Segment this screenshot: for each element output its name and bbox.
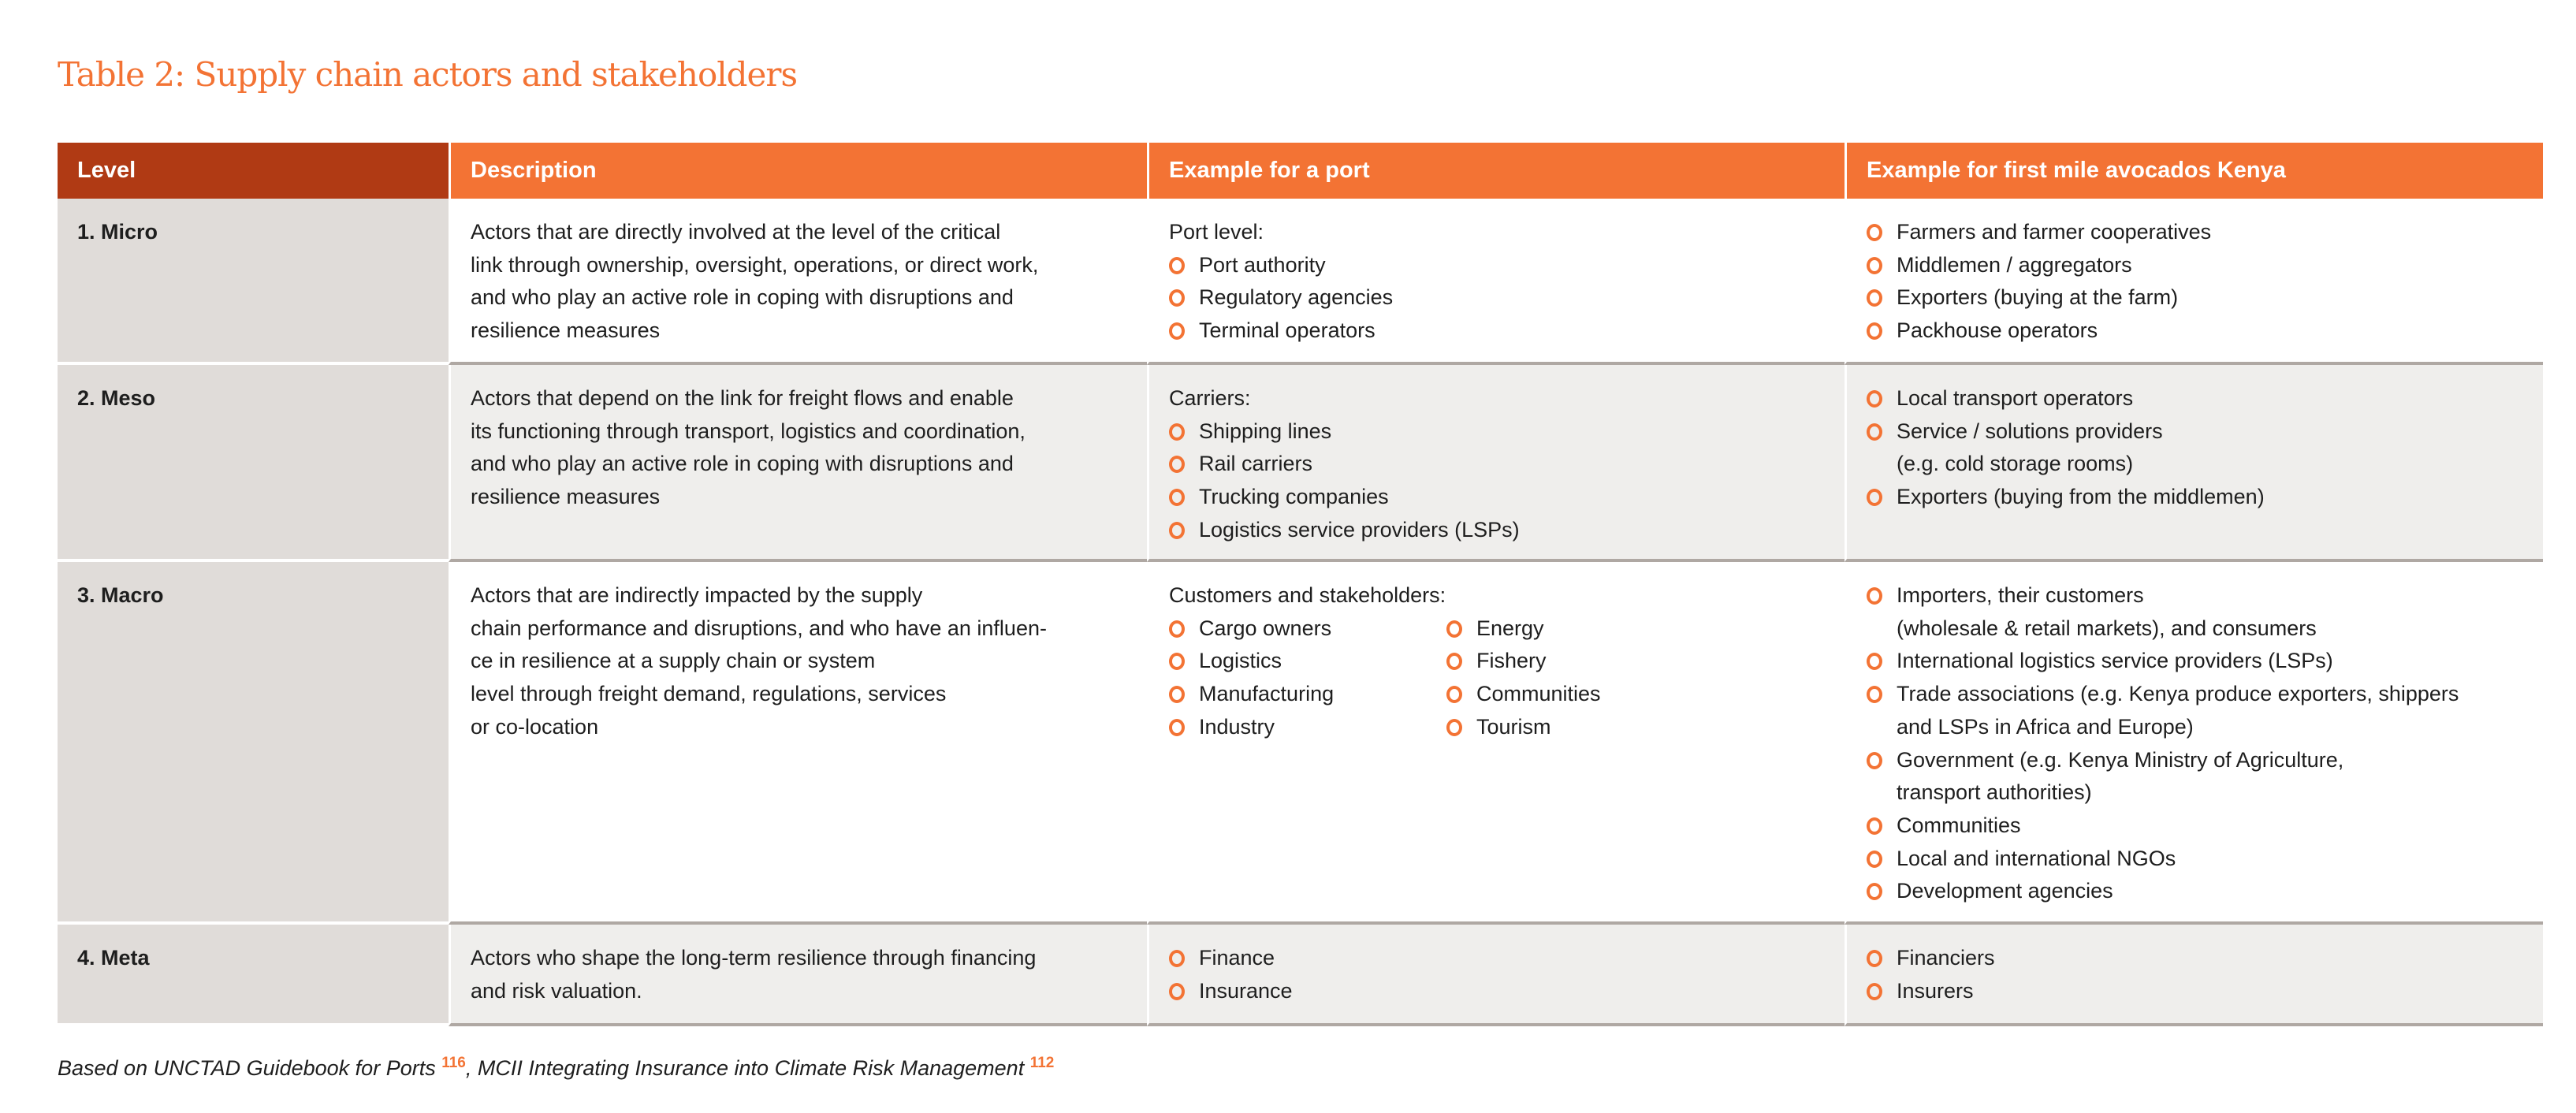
list-item: Local and international NGOs	[1867, 843, 2523, 876]
two-column-list	[1169, 612, 1825, 744]
description-cell: Actors who shape the long-term resilience through financing and risk valuation.	[449, 925, 1147, 1026]
list-item: Manufacturing	[1169, 678, 1446, 711]
level-cell: 1. Micro	[58, 199, 449, 365]
header-level: Level	[58, 143, 449, 199]
header-description: Description	[449, 143, 1147, 199]
list-item: Communities	[1867, 810, 2523, 843]
list-item: Industry	[1169, 711, 1446, 744]
list-item: Government (e.g. Kenya Ministry of Agriculture, transport authorities)	[1867, 744, 2523, 810]
avocado-example-cell	[1845, 365, 2543, 562]
level-cell: 2. Meso	[58, 365, 449, 562]
list-item: Financiers	[1867, 942, 2523, 975]
bullet-list	[1169, 612, 1446, 744]
header-port: Example for a port	[1147, 143, 1845, 199]
bullet-list	[1867, 216, 2523, 348]
port-example-cell	[1147, 925, 1845, 1026]
table-header-row	[58, 143, 2543, 199]
list-item: Development agencies	[1867, 875, 2523, 908]
list-item: Exporters (buying at the farm)	[1867, 281, 2523, 315]
list-item: Logistics	[1169, 645, 1446, 678]
port-intro: Customers and stakeholders:	[1169, 583, 1446, 607]
list-item: Logistics service providers (LSPs)	[1169, 514, 1825, 547]
list-item: Insurers	[1867, 975, 2523, 1008]
list-item: Regulatory agencies	[1169, 281, 1825, 315]
bullet-list	[1867, 942, 2523, 1007]
table-title: Table 2: Supply chain actors and stakeholders	[58, 55, 798, 94]
table-row	[58, 925, 2543, 1026]
level-cell: 4. Meta	[58, 925, 449, 1026]
list-item: Tourism	[1446, 711, 1724, 744]
port-example-cell	[1147, 365, 1845, 562]
list-item: Middlemen / aggregators	[1867, 249, 2523, 282]
bullet-list	[1446, 612, 1724, 744]
bullet-list	[1169, 942, 1825, 1007]
port-intro: Carriers:	[1169, 386, 1251, 410]
list-item: Communities	[1446, 678, 1724, 711]
list-item: Trade associations (e.g. Kenya produce exporters, shippers and LSPs in Africa and Europe)	[1867, 678, 2523, 743]
port-intro: Port level:	[1169, 220, 1264, 244]
table-row	[58, 562, 2543, 925]
list-item: Finance	[1169, 942, 1825, 975]
bullet-list	[1867, 382, 2523, 514]
bullet-list	[1169, 249, 1825, 348]
avocado-example-cell	[1845, 199, 2543, 365]
list-item: Cargo owners	[1169, 612, 1446, 646]
port-example-cell	[1147, 562, 1845, 925]
list-item: Rail carriers	[1169, 448, 1825, 481]
reference-112: 112	[1029, 1055, 1055, 1071]
list-item: Importers, their customers (wholesale & retail markets), and consumers	[1867, 579, 2523, 645]
description-cell: Actors that are directly involved at the level of the critical link through ownership, oversight, operations, or direct work, and who play an active role in coping with disruptions and resilience measures	[449, 199, 1147, 365]
level-cell: 3. Macro	[58, 562, 449, 925]
source-note	[58, 1055, 1054, 1081]
actors-table	[58, 143, 2543, 1026]
avocado-example-cell	[1845, 562, 2543, 925]
bullet-list	[1169, 415, 1825, 547]
list-item: Service / solutions providers (e.g. cold storage rooms)	[1867, 415, 2523, 481]
table-row	[58, 365, 2543, 562]
source-text: , MCII Integrating Insurance into Climate Risk Management	[465, 1056, 1030, 1080]
port-example-cell	[1147, 199, 1845, 365]
list-item: Energy	[1446, 612, 1724, 646]
list-item: Fishery	[1446, 645, 1724, 678]
description-cell: Actors that depend on the link for freight flows and enable its functioning through transport, logistics and coordination, and who play an active role in coping with disruptions and resilience measures	[449, 365, 1147, 562]
list-item: Local transport operators	[1867, 382, 2523, 415]
list-item: Insurance	[1169, 975, 1825, 1008]
list-item: Port authority	[1169, 249, 1825, 282]
list-item: International logistics service providers (LSPs)	[1867, 645, 2523, 678]
bullet-list	[1867, 579, 2523, 908]
list-item: Exporters (buying from the middlemen)	[1867, 481, 2523, 514]
list-item: Terminal operators	[1169, 315, 1825, 348]
description-cell: Actors that are indirectly impacted by the supply chain performance and disruptions, and who have an influen- ce in resilience at a supply chain or system level through freight demand, regulations, services or co-location	[449, 562, 1147, 925]
reference-116: 116	[441, 1055, 466, 1071]
header-avocado: Example for first mile avocados Kenya	[1845, 143, 2543, 199]
list-item: Shipping lines	[1169, 415, 1825, 449]
list-item: Farmers and farmer cooperatives	[1867, 216, 2523, 249]
source-text: Based on UNCTAD Guidebook for Ports	[58, 1056, 442, 1080]
avocado-example-cell	[1845, 925, 2543, 1026]
list-item: Trucking companies	[1169, 481, 1825, 514]
list-item: Packhouse operators	[1867, 315, 2523, 348]
table-row	[58, 199, 2543, 365]
